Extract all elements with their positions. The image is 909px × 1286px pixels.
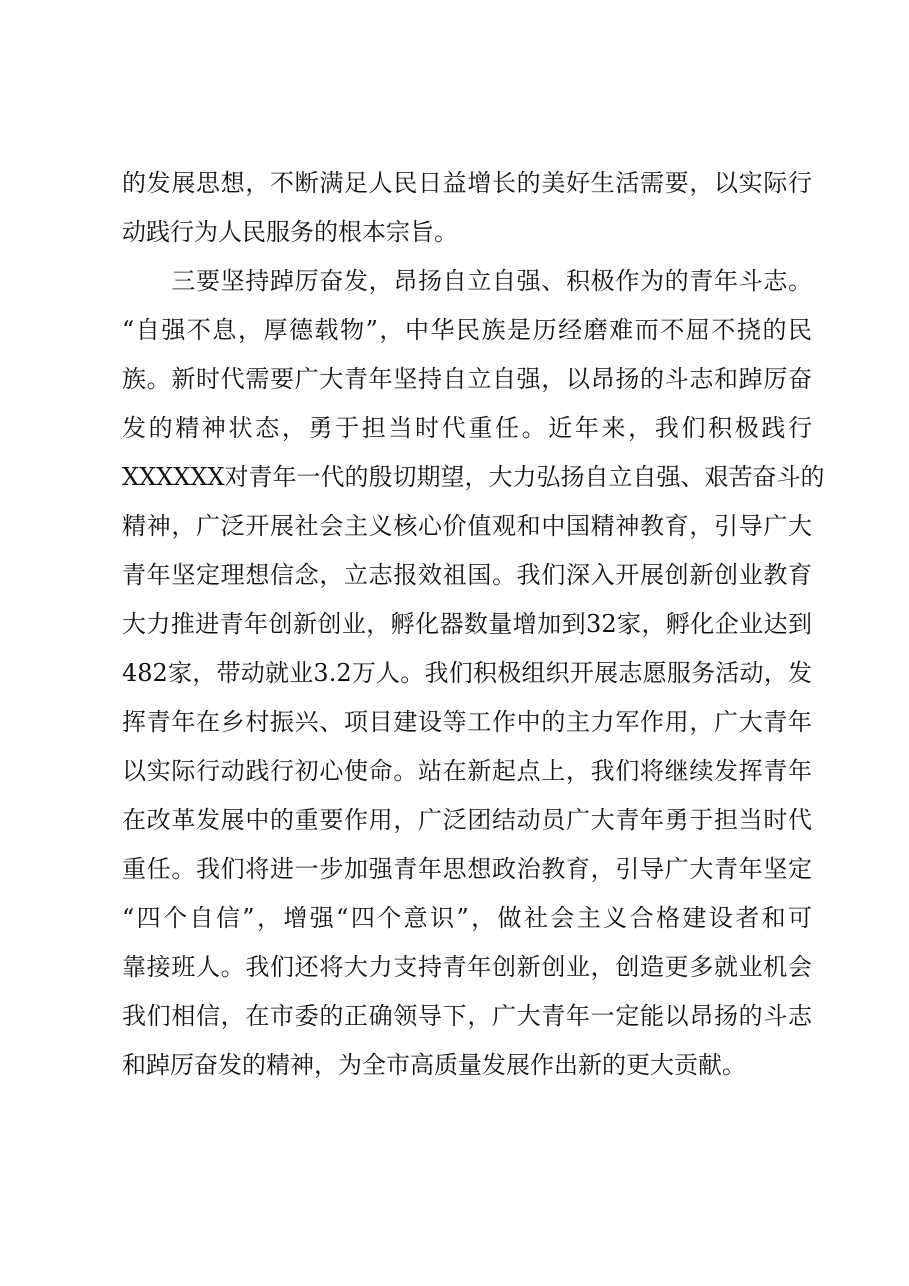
text-line: 在改革发展中的重要作用，广泛团结动员广大青年勇于担当时代 <box>122 806 812 834</box>
text-line: 重任。我们将进一步加强青年思想政治教育，引导广大青年坚定 <box>122 855 812 883</box>
text-line: 精神，广泛开展社会主义核心价值观和中国精神教育，引导广大 <box>122 512 812 540</box>
text-line: 以实际行动践行初心使命。站在新起点上，我们将继续发挥青年 <box>122 757 812 785</box>
text-line: 482家，带动就业3.2万人。我们积极组织开展志愿服务活动，发 <box>122 659 812 687</box>
text-line: 和踔厉奋发的精神，为全市高质量发展作出新的更大贡献。 <box>122 1051 746 1079</box>
text-line: “四个自信”，增强“四个意识”，做社会主义合格建设者和可 <box>122 904 812 932</box>
text-line: 三要坚持踔厉奋发，昂扬自立自强、积极作为的青年斗志。 <box>122 267 812 295</box>
text-line: 的发展思想，不断满足人民日益增长的美好生活需要，以实际行 <box>122 169 812 197</box>
text-line: 我们相信，在市委的正确领导下，广大青年一定能以昂扬的斗志 <box>122 1002 812 1030</box>
text-line: 青年坚定理想信念，立志报效祖国。我们深入开展创新创业教育 <box>122 561 812 589</box>
text-line: 族。新时代需要广大青年坚持自立自强，以昂扬的斗志和踔厉奋 <box>122 365 812 393</box>
text-line: “自强不息，厚德载物”，中华民族是历经磨难而不屈不挠的民 <box>122 316 812 344</box>
text-line: 靠接班人。我们还将大力支持青年创新创业，创造更多就业机会 <box>122 953 812 981</box>
text-line: 发的精神状态，勇于担当时代重任。近年来，我们积极践行 <box>122 414 812 442</box>
text-line: XXXXXX对青年一代的殷切期望，大力弘扬自立自强、艰苦奋斗的 <box>122 463 825 491</box>
text-line: 挥青年在乡村振兴、项目建设等工作中的主力军作用，广大青年 <box>122 708 812 736</box>
text-line: 大力推进青年创新创业，孵化器数量增加到32家，孵化企业达到 <box>122 610 812 638</box>
text-line: 动践行为人民服务的根本宗旨。 <box>122 218 458 246</box>
